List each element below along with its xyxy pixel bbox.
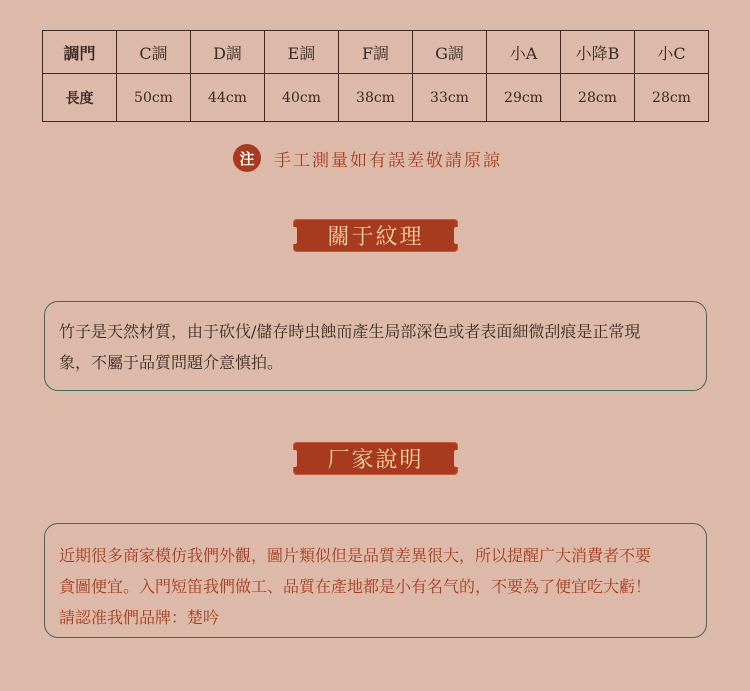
maker-body-line: 請認准我們品牌：楚吟: [59, 608, 220, 627]
size-table-length-row: [43, 74, 709, 122]
table-header-d: D調: [191, 31, 265, 74]
maker-section-banner: [293, 442, 458, 475]
table-cell-length: 40cm: [265, 74, 339, 122]
table-cell-length: 50cm: [117, 74, 191, 122]
table-cell-length: 33cm: [413, 74, 487, 122]
note-badge-icon: 注: [233, 144, 261, 172]
measurement-note: [233, 144, 502, 172]
banner-notch-decoration: [454, 227, 460, 244]
size-table: [42, 30, 709, 122]
table-header-small-c: 小C: [635, 31, 709, 74]
texture-body-line: 象，不屬于品質問題介意慎拍。: [59, 353, 284, 372]
texture-section-banner: [293, 219, 458, 252]
table-cell-length: 29cm: [487, 74, 561, 122]
table-cell-length: 28cm: [635, 74, 709, 122]
banner-notch-decoration: [291, 227, 297, 244]
table-header-c: C調: [117, 31, 191, 74]
table-header-g: G調: [413, 31, 487, 74]
table-cell-length: 38cm: [339, 74, 413, 122]
maker-section-title: 厂家說明: [327, 448, 424, 473]
table-header-key: 調門: [43, 31, 117, 74]
table-header-f: F調: [339, 31, 413, 74]
texture-section-title: 關于紋理: [327, 225, 424, 250]
maker-body-line: 貪圖便宜。入門短笛我們做工、品質在產地都是小有名气的，不要為了便宜吃大虧！: [59, 577, 652, 596]
table-header-small-a: 小A: [487, 31, 561, 74]
table-header-e: E調: [265, 31, 339, 74]
maker-body-line: 近期很多商家模仿我們外觀，圖片類似但是品質差異很大，所以提醒广大消費者不要: [59, 546, 652, 565]
note-text: 手工測量如有誤差敬請原諒: [274, 150, 502, 171]
maker-info-box: [44, 523, 707, 638]
banner-notch-decoration: [291, 450, 297, 467]
table-header-small-b-flat: 小降B: [561, 31, 635, 74]
texture-body-line: 竹子是天然材質，由于砍伐/儲存時虫蝕而產生局部深色或者表面細微刮痕是正常現: [59, 322, 641, 341]
table-cell-length: 28cm: [561, 74, 635, 122]
size-table-header-row: [43, 31, 709, 74]
table-row-label: 長度: [43, 74, 117, 122]
table-cell-length: 44cm: [191, 74, 265, 122]
texture-info-box: [44, 301, 707, 391]
banner-notch-decoration: [454, 450, 460, 467]
